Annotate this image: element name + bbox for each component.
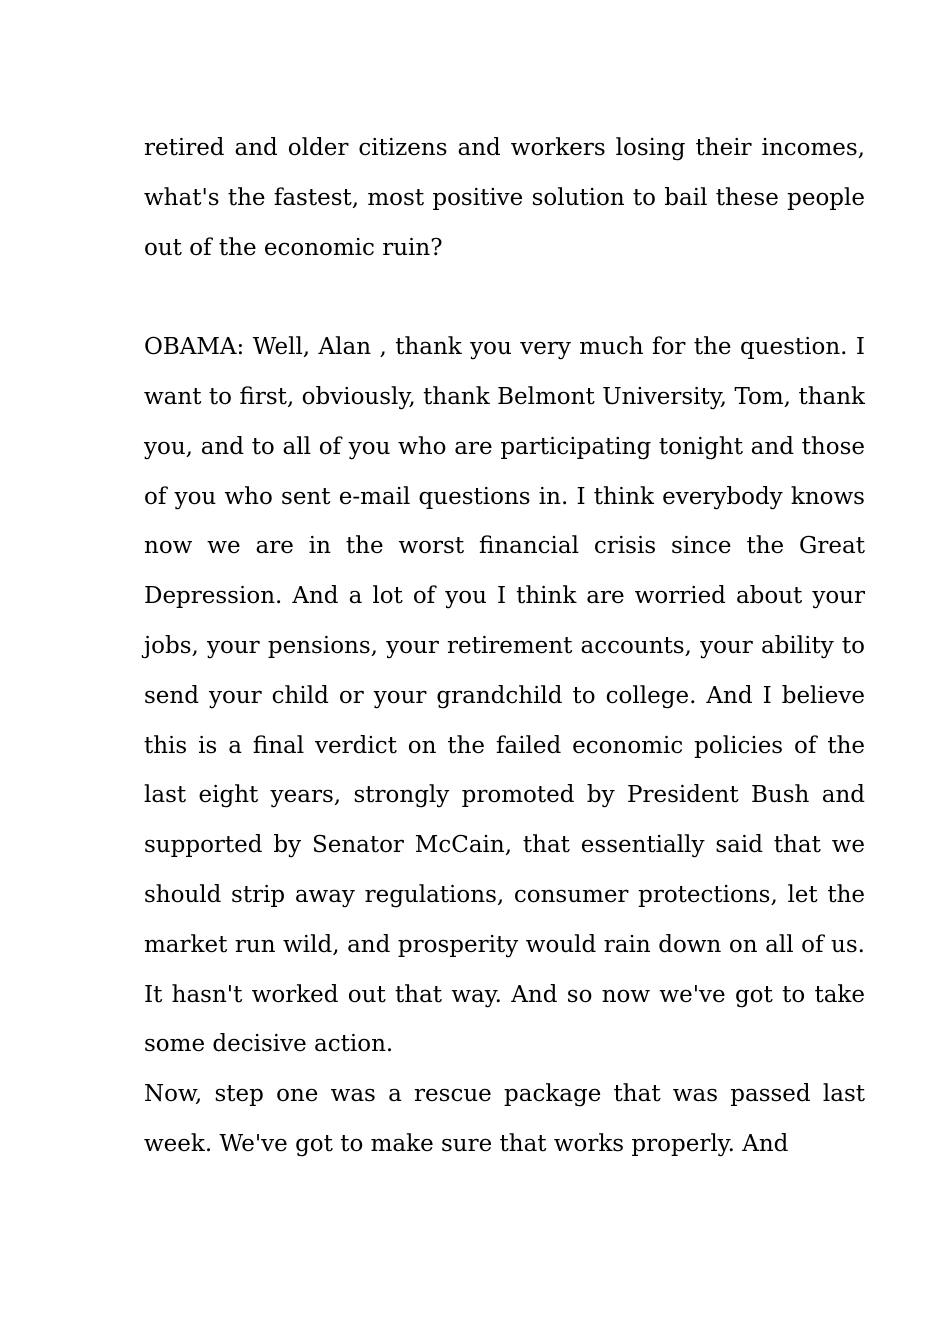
rescue-package-paragraph: Now, step one was a rescue package that was passed last week. We've got to make sure that works properly. And xyxy=(144,1081,865,1157)
obama-answer-paragraph: OBAMA: Well, Alan , thank you very much for the question. I want to first, obviously, thank Belmont University, Tom, thank you, and to all of you who are participating tonight and those of you who sent e-mail questions in. I think everybody knows now we are in the worst financial crisis since the Great Depression. And a lot of you I think are worried about your jobs, your pensions, your retirement accounts, your ability to send your child or your grandchild to college. And I believe this is a final verdict on the failed economic policies of the last eight years, strongly promoted by President Bush and supported by Senator McCain, that essentially said that we should strip away regulations, consumer protections, let the market run wild, and prosperity would rain down on all of us. It hasn't worked out that way. And so now we've got to take some decisive action. xyxy=(144,334,865,1058)
document-page xyxy=(144,124,865,1170)
paragraph-spacer xyxy=(144,273,865,323)
question-continuation-paragraph: retired and older citizens and workers losing their incomes, what's the fastest, most positive solution to bail these people out of the economic ruin? xyxy=(144,135,865,261)
